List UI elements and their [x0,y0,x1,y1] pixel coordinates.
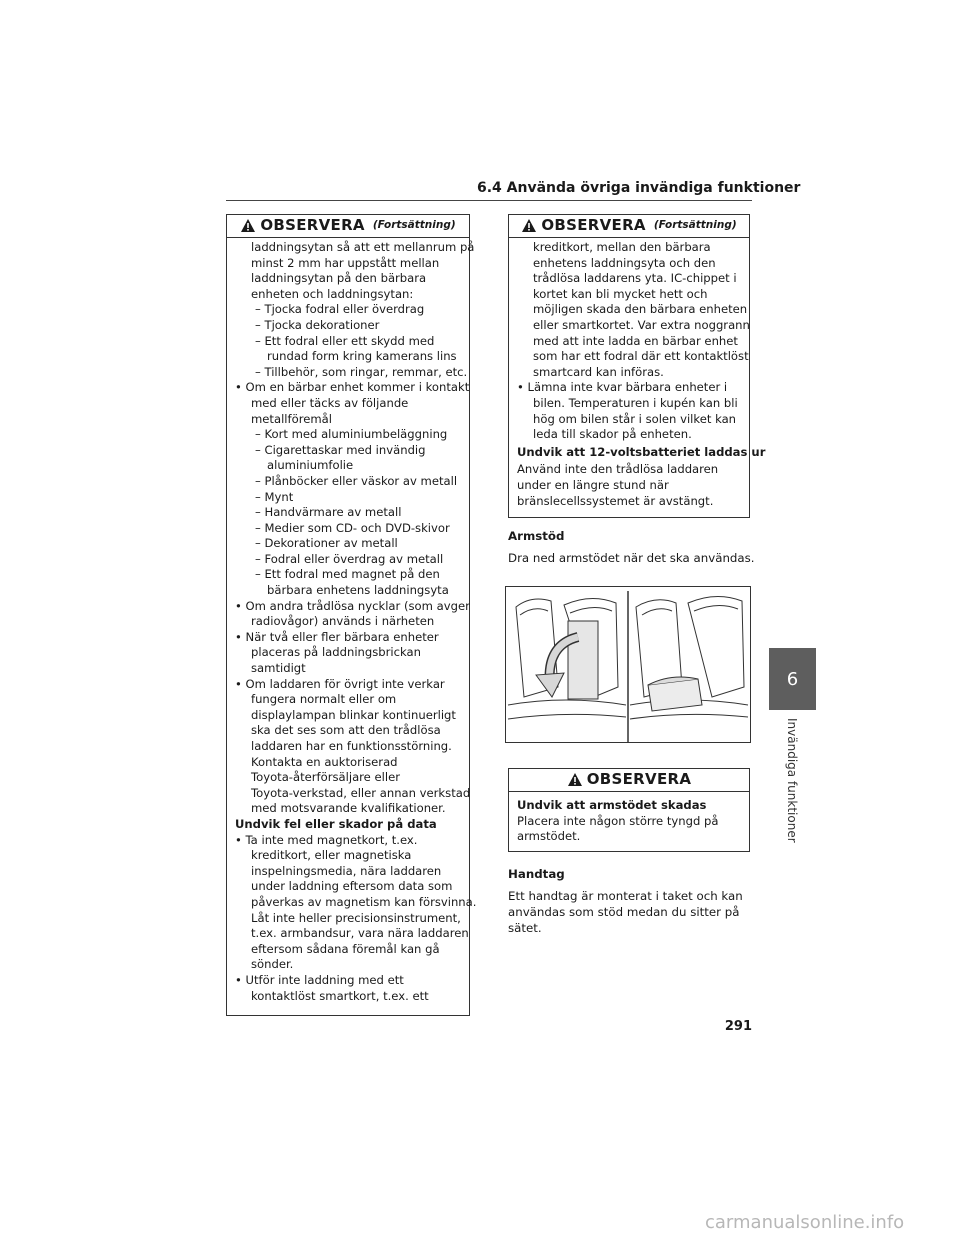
caution-line: – Tillbehör, som ringar, remmar, etc. [255,364,468,379]
caution-line: • Utför inte laddning med ett [235,972,404,987]
caution-line: – Fodral eller överdrag av metall [255,551,444,566]
caution-line: • Lämna inte kvar bärbara enheter i [517,380,728,395]
handle-text [508,888,743,936]
continuation-label: (Fortsättning) [372,219,456,232]
caution-line: hög om bilen står i solen vilket kan [533,411,737,426]
continuation-label: (Fortsättning) [653,219,737,232]
caution-line: Låt inte heller precisionsinstrument, [251,910,461,925]
caution-line: laddaren har en funktionsstörning. [251,739,452,753]
caution-line: laddningsytan på den bärbara [251,271,427,286]
caution-box-right [508,214,766,518]
caution-line: under laddning eftersom data som [251,879,453,894]
caution-line: samtidigt [251,661,306,676]
caution-line: Placera inte någon större tyngd på [517,813,719,828]
caution-line: smartcard kan införas. [533,364,664,379]
caution-body [509,792,749,851]
caution-line: • Om en bärbar enhet kommer i kontakt [235,380,470,395]
caution-line: bilen. Temperaturen i kupén kan bli [533,395,738,410]
warning-icon [521,218,537,234]
page-number: 291 [724,1019,752,1034]
caution-line: – Kort med aluminiumbeläggning [255,427,448,442]
header-rule [226,200,752,201]
caution-line: fungera normalt eller om [251,692,397,707]
caution-line: – Medier som CD- och DVD-skivor [255,520,450,535]
caution-box-armrest [508,768,750,852]
caution-line: bränslecellssystemet är avstängt. [517,493,714,508]
caution-subheading: Undvik att armstödet skadas [517,798,707,812]
caution-line: • Om laddaren för övrigt inte verkar [235,676,445,691]
caution-line: med eller täcks av följande [251,395,409,410]
section-header: 6.4 Använda övriga invändiga funktioner [477,180,801,196]
armrest-heading: Armstöd [508,529,565,543]
caution-line: enheten och laddningsytan: [251,286,414,301]
caution-line: inspelningsmedia, nära laddaren [251,863,442,878]
caution-line: eller smartkortet. Var extra noggrann [533,317,750,332]
armrest-text: Dra ned armstödet när det ska användas. [508,551,755,565]
caution-title: OBSERVERA [541,216,646,235]
caution-line: metallföremål [251,411,332,426]
caution-line: – Handvärmare av metall [255,505,402,520]
caution-header [509,769,749,792]
handle-line: sätet. [508,921,542,935]
caution-line: – Tjocka dekorationer [255,317,380,332]
caution-line: minst 2 mm har uppstått mellan [251,255,440,270]
caution-line: displaylampan blinkar kontinuerligt [251,707,456,722]
caution-line: – Tjocka fodral eller överdrag [255,302,425,317]
caution-line: – Dekorationer av metall [255,536,398,551]
caution-line: Toyota-återförsäljare eller [251,770,400,785]
handle-line: användas som stöd medan du sitter på [508,905,740,919]
chapter-tab [769,648,816,710]
caution-header [509,215,749,238]
caution-line: med att inte ladda en bärbar enhet [533,333,738,348]
caution-line: • Om andra trådlösa nycklar (som avger [235,598,470,613]
armrest-drawing [506,587,750,742]
caution-body [227,238,477,1010]
watermark: carmanualsonline.info [705,1212,905,1233]
caution-line: radiovågor) används i närheten [251,614,435,629]
warning-icon [567,772,583,788]
chapter-number: 6 [786,668,799,690]
caution-body [509,238,766,515]
chapter-label: Invändiga funktioner [785,718,799,843]
caution-box-left [226,214,477,1016]
caution-line: under en längre stund när [517,477,669,492]
caution-line: enhetens laddningsyta och den [533,255,716,270]
armrest-illustration [505,586,751,743]
caution-line: kontaktlöst smartkort, t.ex. ett [251,988,429,1003]
caution-line: möjligen skada den bärbara enheten [533,302,748,317]
caution-title: OBSERVERA [260,216,365,235]
caution-line: – Ett fodral med magnet på den [255,567,440,582]
caution-line: – Ett fodral eller ett skydd med [255,333,435,348]
caution-line: aluminiumfolie [267,458,354,473]
caution-line: • Ta inte med magnetkort, t.ex. [235,832,418,847]
caution-line: Använd inte den trådlösa laddaren [517,462,719,477]
caution-subheading: Undvik att 12-voltsbatteriet laddas ur [517,444,766,459]
caution-line: rundad form kring kamerans lins [267,349,457,364]
caution-line: – Plånböcker eller väskor av metall [255,473,458,488]
caution-line: ska det ses som att den trådlösa [251,723,441,738]
caution-line: laddningsytan så att ett mellanrum på [251,240,475,254]
caution-line: placeras på laddningsbrickan [251,645,421,660]
caution-line: som har ett fodral där ett kontaktlöst [533,349,749,364]
caution-line: t.ex. armbandsur, vara nära laddaren [251,926,469,941]
caution-line: – Mynt [255,489,294,504]
caution-line: med motsvarande kvalifikationer. [251,801,446,816]
caution-line: eftersom sådana föremål kan gå [251,941,440,956]
warning-icon [240,218,256,234]
caution-line: • När två eller fler bärbara enheter [235,629,439,644]
caution-line: Kontakta en auktoriserad [251,754,398,769]
caution-line: påverkas av magnetism kan försvinna. [251,894,477,909]
caution-line: trådlösa laddarens yta. IC-chippet i [533,271,737,286]
handle-heading: Handtag [508,867,565,881]
handle-line: Ett handtag är monterat i taket och kan [508,889,743,903]
caution-line: armstödet. [517,829,581,844]
caution-line: Undvik fel eller skador på data [235,816,437,831]
caution-header [227,215,469,238]
caution-line: kreditkort, eller magnetiska [251,848,412,863]
caution-line: – Cigarettaskar med invändig [255,442,426,457]
caution-line: kreditkort, mellan den bärbara [533,240,711,254]
caution-line: leda till skador på enheten. [533,427,692,442]
caution-line: Toyota-verkstad, eller annan verkstad [251,785,471,800]
caution-line: bärbara enhetens laddningsyta [267,583,449,598]
caution-line: kortet kan bli mycket hett och [533,286,708,301]
caution-title: OBSERVERA [586,770,692,789]
caution-line: sönder. [251,957,294,972]
